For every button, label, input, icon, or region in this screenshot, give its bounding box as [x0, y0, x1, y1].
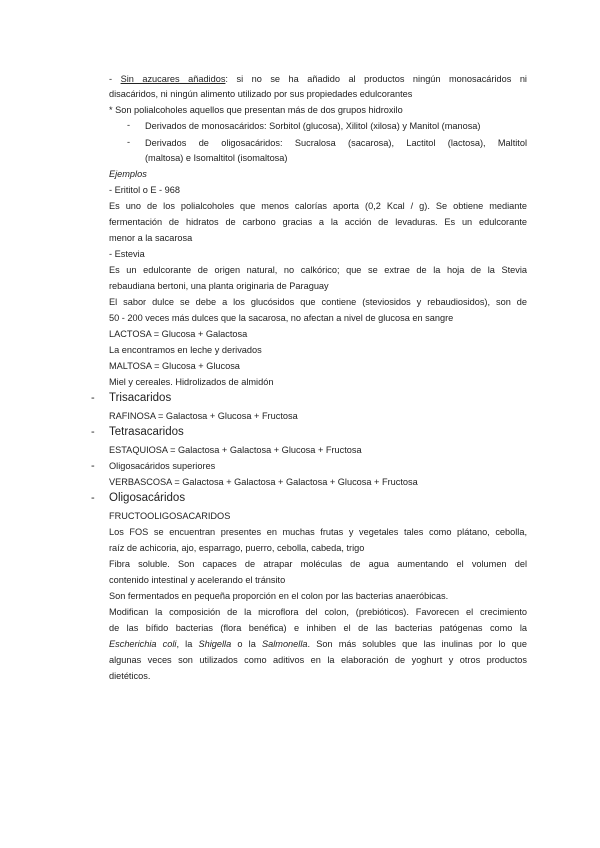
italic-text: Shigella — [198, 639, 232, 649]
list-dash: - — [91, 392, 95, 404]
section-heading-oligosacaridos-superiores: Oligosacáridos superiores — [109, 461, 216, 471]
text-line: Es un edulcorante de origen natural, no calkórico; que se extrae de la hoja de la Stevia — [109, 265, 527, 275]
section-heading-trisacaridos: Trisacaridos — [109, 392, 172, 404]
italic-text: Salmonella — [262, 639, 308, 649]
list-item: Derivados de oligosacáridos: Sucralosa (sacarosa), Lactitol (lactosa), Maltitol — [145, 138, 527, 148]
text-line — [109, 73, 527, 85]
text-line: menor a la sacarosa — [109, 233, 193, 243]
text-line: - Estevia — [109, 249, 145, 259]
italic-text: Ejemplos — [109, 169, 147, 179]
text-fragment: o la — [231, 639, 263, 649]
text-line: contenido intestinal y acelerando el tránsito — [109, 575, 286, 585]
text-line: FRUCTOOLIGOSACARIDOS — [109, 511, 231, 521]
text-line: Los FOS se encuentran presentes en muchas frutas y vegetales tales como plátano, cebolla, — [109, 527, 527, 537]
text-fragment: . Son más solubles que las inulinas por lo que — [307, 639, 528, 649]
text-line: RAFINOSA = Galactosa + Glucosa + Fructosa — [109, 411, 298, 421]
text-line: LACTOSA = Glucosa + Galactosa — [109, 329, 248, 339]
text-line: La encontramos en leche y derivados — [109, 345, 262, 355]
list-dash: - — [91, 492, 95, 504]
italic-text: Escherichia coli — [109, 639, 177, 649]
text-fragment: : si no se ha añadido al productos ningún monosacáridos ni — [225, 74, 527, 84]
text-line: raíz de achicoria, ajo, esparrago, puerro, cebolla, cabeda, trigo — [109, 543, 365, 553]
list-dash: - — [127, 120, 131, 130]
section-heading-tetrasacaridos: Tetrasacaridos — [109, 426, 184, 438]
text-line — [109, 638, 527, 650]
text-line: de las bífido bacterias (flora benéfica) e inhiben el de las bacterias patógenas como la — [109, 623, 527, 633]
text-line: ESTAQUIOSA = Galactosa + Galactosa + Glucosa + Fructosa — [109, 445, 362, 455]
text-line: VERBASCOSA = Galactosa + Galactosa + Galactosa + Glucosa + Fructosa — [109, 477, 418, 487]
text-line: disacáridos, ni ningún alimento utilizado por sus propiedades edulcorantes — [109, 89, 413, 99]
text-fragment: , la — [176, 639, 199, 649]
text-line: dietéticos. — [109, 671, 151, 681]
text-line: - Erititol o E - 968 — [109, 185, 180, 195]
list-dash: - — [91, 426, 95, 438]
text-line: rebaudiana bertoni, una planta originaria de Paraguay — [109, 281, 329, 291]
text-line: Son fermentados en pequeña proporción en el colon por las bacterias anaeróbicas. — [109, 591, 449, 601]
list-dash: - — [127, 137, 131, 147]
list-item-continued: (maltosa) e Isomaltitol (isomaltosa) — [145, 153, 288, 163]
text-line: Es uno de los polialcoholes que menos calorías aporta (0,2 Kcal / g). Se obtiene mediante — [109, 201, 527, 211]
text-line: 50 - 200 veces más dulces que la sacarosa, no afectan a nivel de glucosa en sangre — [109, 313, 454, 323]
text-line: fermentación de hidratos de carbono gracias a la acción de levaduras. Es un edulcorante — [109, 217, 527, 227]
text-line: MALTOSA = Glucosa + Glucosa — [109, 361, 240, 371]
underlined-term: Sin azucares añadidos — [120, 74, 226, 84]
text-line: Miel y cereales. Hidrolizados de almidón — [109, 377, 274, 387]
text-fragment: - — [109, 74, 121, 84]
list-dash: - — [91, 460, 95, 472]
section-heading-oligosacaridos: Oligosacáridos — [109, 492, 186, 504]
text-line: * Son polialcoholes aquellos que presentan más de dos grupos hidroxilo — [109, 105, 403, 115]
text-line: algunas veces son utilizados como aditivos en la elaboración de yoghurt y otros productos — [109, 655, 527, 665]
text-line: El sabor dulce se debe a los glucósidos que contiene (steviosidos y rebaudiosidos), son de — [109, 297, 527, 307]
list-item: Derivados de monosacáridos: Sorbitol (glucosa), Xilitol (xilosa) y Manitol (manosa) — [145, 121, 481, 131]
text-line: Fibra soluble. Son capaces de atrapar moléculas de agua aumentando el volumen del — [109, 559, 527, 569]
text-line: Modifican la composición de la microflora del colon, (prebióticos). Favorecen el crecimiento — [109, 607, 527, 617]
ejemplos-heading — [109, 168, 527, 180]
